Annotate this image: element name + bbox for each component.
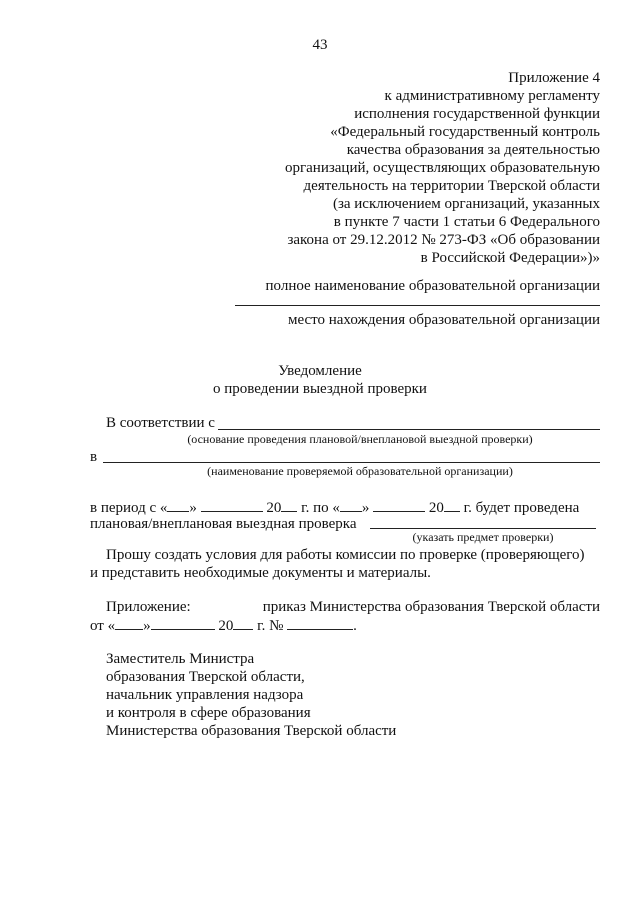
check-hint: (указать предмет проверки)	[412, 530, 554, 544]
appendix-line: исполнения государственной функции	[354, 106, 600, 122]
attachment-number-label: г. №	[257, 618, 284, 634]
appendix-line: закона от 29.12.2012 № 273-ФЗ «Об образовании	[287, 232, 600, 248]
attachment-day-field[interactable]	[115, 615, 143, 630]
appendix-line: «Федеральный государственный контроль	[330, 124, 600, 140]
appendix-line: Приложение 4	[508, 70, 600, 86]
period-from-year-field[interactable]	[281, 497, 297, 512]
org-name-label: полное наименование образовательной организации	[265, 278, 600, 294]
period-from-month-field[interactable]	[201, 497, 263, 512]
signature-line: начальник управления надзора	[106, 687, 304, 703]
appendix-line: организаций, осуществляющих образовательную	[284, 160, 600, 176]
org-name-underline	[235, 305, 600, 306]
notice-title: Уведомление	[278, 363, 362, 379]
period-quote-close: »	[189, 500, 197, 516]
appendix-line: в пункте 7 части 1 статьи 6 Федерального	[333, 214, 600, 230]
basis-field-line[interactable]	[218, 429, 600, 430]
period-from-day-field[interactable]	[167, 497, 189, 512]
period-to-year-prefix: 20	[428, 500, 444, 516]
period-to-label: г. по «	[301, 500, 340, 516]
period-line	[90, 497, 579, 517]
target-hint: (наименование проверяемой образовательной организации)	[207, 464, 513, 478]
attachment-quote-close: »	[143, 618, 151, 634]
check-text: плановая/внеплановая выездная проверка	[90, 516, 357, 532]
appendix-line: деятельность на территории Тверской области	[303, 178, 600, 194]
attachment-from: от «	[90, 618, 116, 634]
period-to-day-field[interactable]	[340, 497, 362, 512]
signature-line: Министерства образования Тверской области	[106, 723, 397, 739]
signature-block	[106, 650, 396, 740]
appendix-line: качества образования за деятельностью	[346, 142, 600, 158]
period-from-label: в период с «	[90, 500, 168, 516]
attachment-label: Приложение:	[106, 599, 191, 615]
target-prefix: в	[90, 449, 98, 465]
period-to-year-field[interactable]	[444, 497, 460, 512]
check-subject-field-line[interactable]	[370, 528, 596, 529]
org-location-label: место нахождения образовательной организации	[287, 312, 600, 328]
signature-line: образования Тверской области,	[106, 669, 305, 685]
period-from-year-prefix: 20	[266, 500, 282, 516]
request-line-2: и представить необходимые документы и материалы.	[90, 565, 431, 581]
signature-line: и контроля в сфере образования	[106, 705, 311, 721]
attachment-dot: .	[353, 618, 357, 634]
appendix-line: в Российской Федерации»)»	[420, 250, 600, 266]
page-number: 43	[312, 37, 328, 53]
attachment-year-field[interactable]	[233, 615, 253, 630]
signature-line: Заместитель Министра	[106, 651, 255, 667]
period-to-month-field[interactable]	[373, 497, 425, 512]
target-field-line[interactable]	[103, 462, 600, 463]
period-to-quote-close: »	[361, 500, 370, 516]
attachment-date-line	[90, 615, 357, 635]
notice-subtitle: о проведении выездной проверки	[213, 381, 427, 397]
attachment-text: приказ Министерства образования Тверской области	[262, 599, 600, 615]
basis-prefix: В соответствии с	[106, 415, 215, 431]
appendix-block	[200, 69, 600, 267]
appendix-line: к административному регламенту	[384, 88, 600, 104]
basis-hint: (основание проведения плановой/внеплановой выездной проверки)	[187, 432, 533, 446]
attachment-month-field[interactable]	[151, 615, 215, 630]
request-line-1: Прошу создать условия для работы комиссии по проверке (проверяющего)	[106, 547, 585, 563]
appendix-line: (за исключением организаций, указанных	[332, 196, 600, 212]
attachment-number-field[interactable]	[287, 615, 353, 630]
period-suffix: г. будет проведена	[463, 500, 580, 516]
attachment-year-prefix: 20	[218, 618, 234, 634]
